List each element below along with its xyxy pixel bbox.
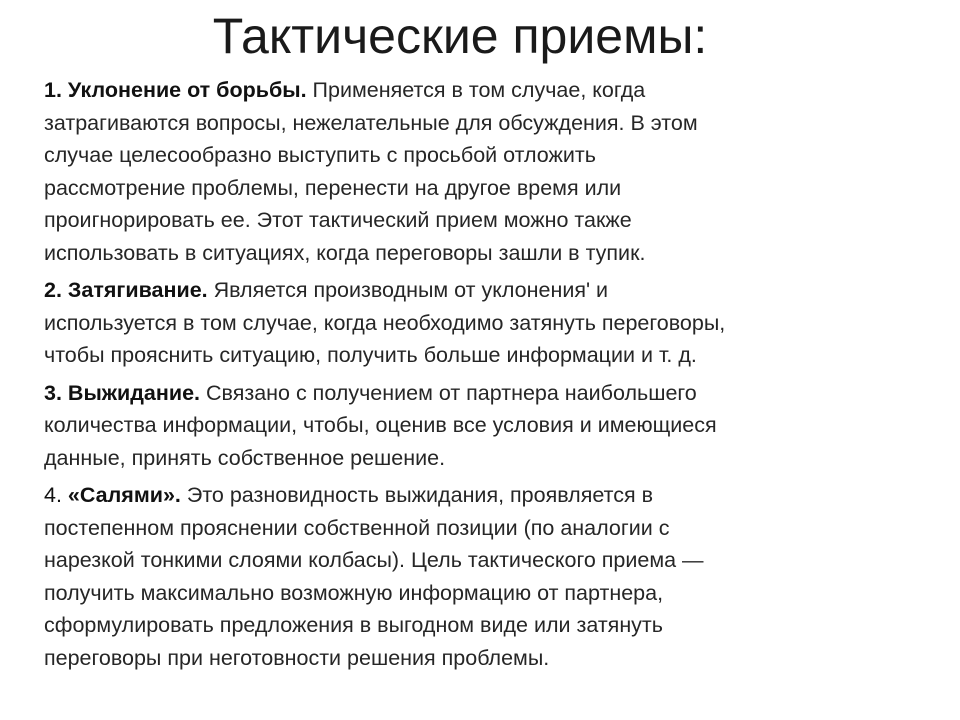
paragraph-number: 1.: [44, 78, 62, 102]
term-delaying: Затягивание.: [67, 278, 208, 302]
text-line: затрагиваются вопросы, нежелательные для обсуждения. В этом: [44, 110, 698, 135]
text-line: Это разновидность выжидания, проявляется в: [180, 483, 653, 507]
paragraph-evasion: [44, 74, 924, 269]
text-line: Связано с получением от партнера наибольшего: [200, 380, 697, 405]
text-line: Применяется в том случае, когда: [306, 78, 646, 102]
text-line: данные, принять собственное решение.: [44, 445, 446, 470]
term-salami: «Салями».: [67, 483, 181, 507]
paragraph-number: 4.: [44, 483, 62, 507]
text-line: рассмотрение проблемы, перенести на другое время или: [44, 175, 622, 200]
text-line: проигнорировать ее. Этот тактический прием можно также: [44, 208, 632, 232]
text-line: количества информации, чтобы, оценив все условия и имеющиеся: [44, 413, 717, 437]
paragraph-waiting: [44, 377, 924, 475]
slide-title: Тактические приемы:: [212, 8, 708, 64]
text-line: случае целесообразно выступить с просьбой отложить: [44, 143, 596, 167]
slide-body: [44, 74, 924, 679]
text-line: постепенном прояснении собственной позиции (по аналогии с: [44, 515, 670, 540]
text-line: получить максимально возможную информацию от партнера,: [44, 580, 664, 605]
text-line: использовать в ситуациях, когда переговоры зашли в тупик.: [44, 240, 646, 265]
term-evasion: Уклонение от борьбы.: [67, 78, 307, 102]
term-waiting: Выжидание.: [67, 380, 201, 405]
text-line: сформулировать предложения в выгодном виде или затянуть: [44, 613, 663, 637]
paragraph-number: 3.: [44, 380, 62, 405]
paragraph-number: 2.: [44, 278, 62, 302]
text-line: Является производным от уклонения' и: [207, 278, 609, 302]
text-line: нарезкой тонкими слоями колбасы). Цель тактического приема —: [44, 548, 704, 572]
paragraph-delaying: [44, 274, 924, 372]
text-line: чтобы прояснить ситуацию, получить больше информации и т. д.: [44, 343, 697, 367]
paragraph-salami: [44, 479, 924, 674]
text-line: используется в том случае, когда необходимо затянуть переговоры,: [44, 310, 726, 335]
text-line: переговоры при неготовности решения проблемы.: [44, 645, 550, 670]
